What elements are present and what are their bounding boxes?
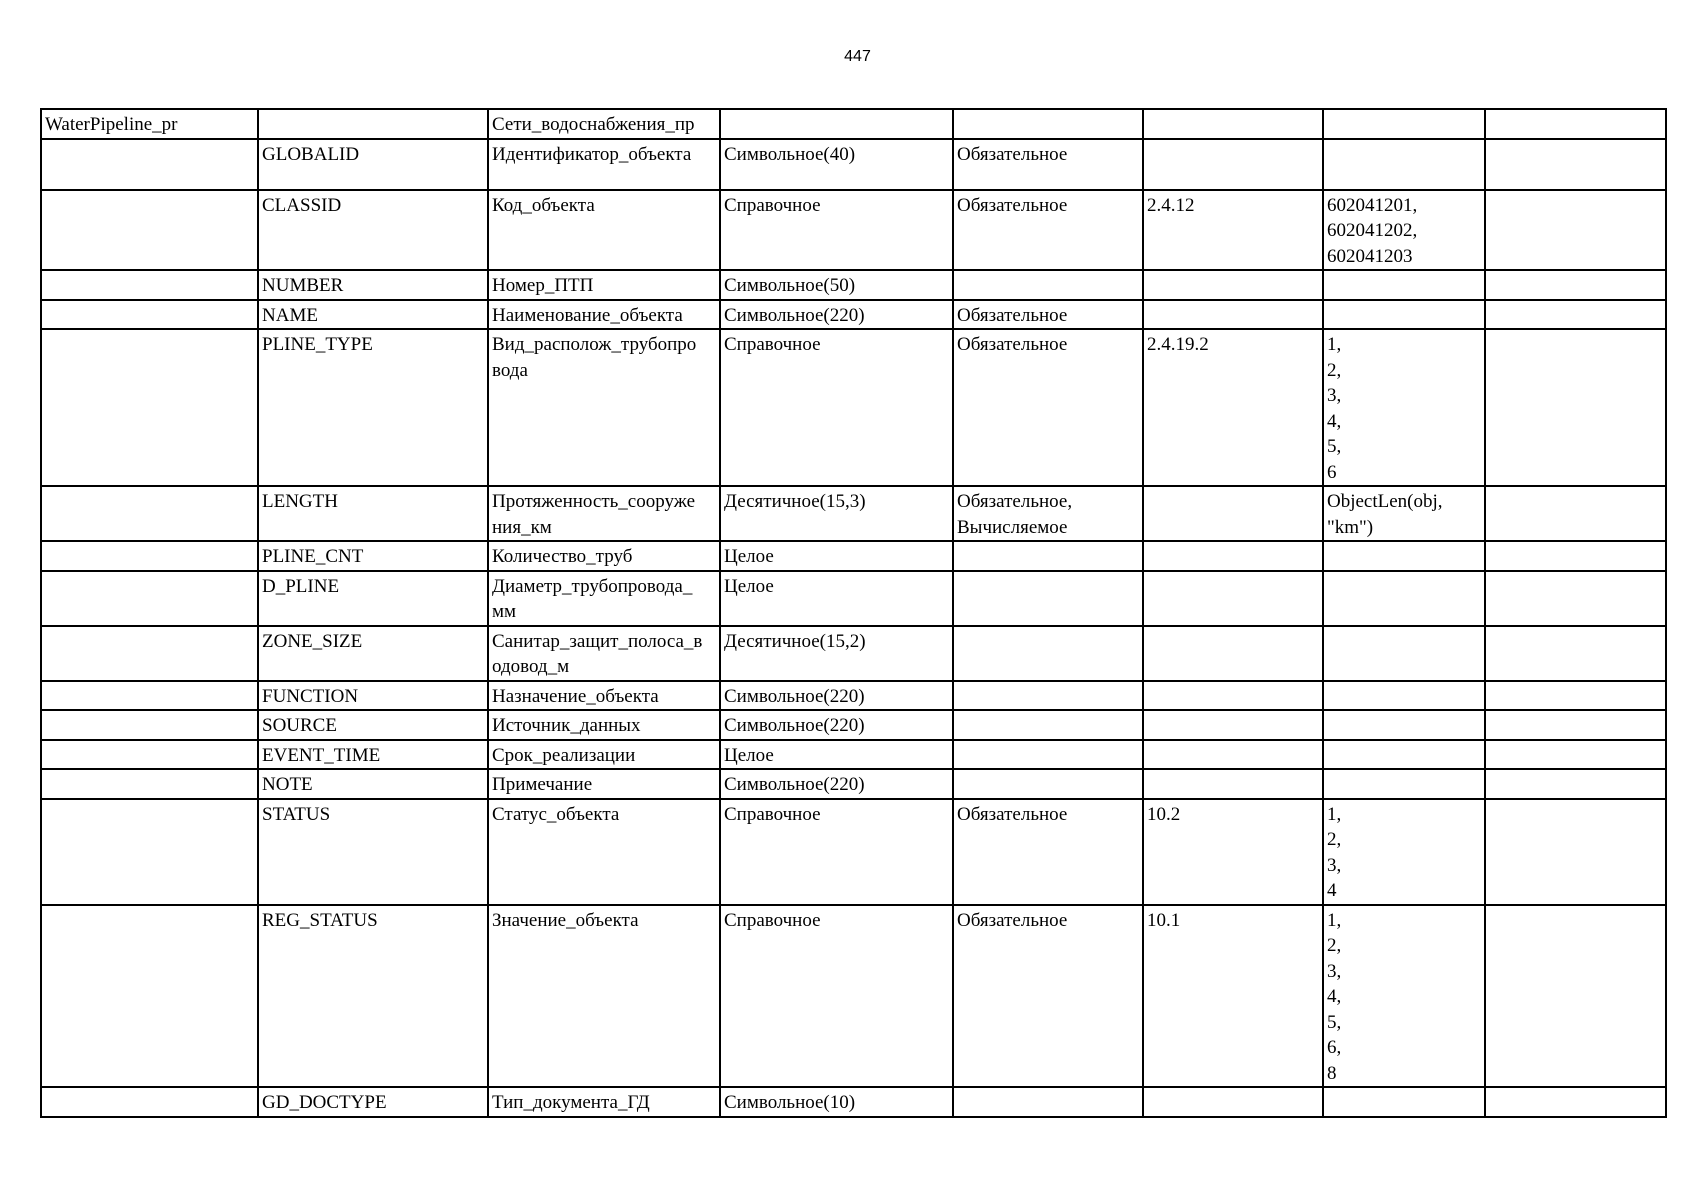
- field-type-cell: Символьное(40): [720, 139, 953, 190]
- field-requirement-cell: Обязательное: [953, 300, 1143, 330]
- field-alias-cell: Статус_объекта: [488, 799, 720, 905]
- table-cell: [1485, 799, 1666, 905]
- field-type-cell: Символьное(220): [720, 300, 953, 330]
- table-cell: [41, 329, 258, 486]
- field-alias-cell: Тип_документа_ГД: [488, 1087, 720, 1117]
- table-cell: [41, 710, 258, 740]
- field-reference-cell: [1143, 710, 1323, 740]
- table-cell: [41, 681, 258, 711]
- table-cell: [41, 300, 258, 330]
- table-row: [41, 541, 1666, 571]
- table-cell: [1485, 571, 1666, 626]
- field-type-cell: Целое: [720, 740, 953, 770]
- table-cell: [41, 769, 258, 799]
- field-reference-cell: [1143, 769, 1323, 799]
- table-cell: [1485, 190, 1666, 271]
- field-reference-cell: [1143, 300, 1323, 330]
- table-cell: [1143, 109, 1323, 139]
- table-row: [41, 740, 1666, 770]
- table-body: [41, 109, 1666, 1117]
- table-cell: [41, 1087, 258, 1117]
- field-alias-cell: Наименование_объекта: [488, 300, 720, 330]
- field-type-cell: Десятичное(15,2): [720, 626, 953, 681]
- field-name-cell: REG_STATUS: [258, 905, 488, 1088]
- field-requirement-cell: Обязательное: [953, 329, 1143, 486]
- field-name-cell: SOURCE: [258, 710, 488, 740]
- field-requirement-cell: Обязательное: [953, 139, 1143, 190]
- field-type-cell: Целое: [720, 541, 953, 571]
- field-reference-cell: [1143, 1087, 1323, 1117]
- field-type-cell: Десятичное(15,3): [720, 486, 953, 541]
- field-type-cell: Справочное: [720, 905, 953, 1088]
- field-values-cell: 1, 2, 3, 4: [1323, 799, 1485, 905]
- field-values-cell: [1323, 541, 1485, 571]
- field-alias-cell: Количество_труб: [488, 541, 720, 571]
- table-cell: [1485, 486, 1666, 541]
- field-requirement-cell: [953, 1087, 1143, 1117]
- field-reference-cell: [1143, 139, 1323, 190]
- field-alias-cell: Диаметр_трубопровода_ мм: [488, 571, 720, 626]
- field-reference-cell: [1143, 681, 1323, 711]
- field-values-cell: [1323, 139, 1485, 190]
- field-reference-cell: [1143, 626, 1323, 681]
- field-alias-cell: Срок_реализации: [488, 740, 720, 770]
- table-cell: [1485, 329, 1666, 486]
- field-type-cell: Символьное(220): [720, 681, 953, 711]
- field-alias-cell: Код_объекта: [488, 190, 720, 271]
- field-reference-cell: 2.4.12: [1143, 190, 1323, 271]
- table-cell: [1485, 769, 1666, 799]
- table-row: [41, 329, 1666, 486]
- table-cell: [1485, 905, 1666, 1088]
- table-row: [41, 710, 1666, 740]
- field-reference-cell: [1143, 486, 1323, 541]
- field-name-cell: FUNCTION: [258, 681, 488, 711]
- field-name-cell: PLINE_TYPE: [258, 329, 488, 486]
- field-values-cell: ObjectLen(obj, "km"): [1323, 486, 1485, 541]
- field-type-cell: Символьное(220): [720, 769, 953, 799]
- table-cell: [1485, 109, 1666, 139]
- field-values-cell: 602041201, 602041202, 602041203: [1323, 190, 1485, 271]
- field-values-cell: [1323, 740, 1485, 770]
- field-name-cell: NUMBER: [258, 270, 488, 300]
- field-requirement-cell: Обязательное, Вычисляемое: [953, 486, 1143, 541]
- table-cell: [41, 270, 258, 300]
- field-values-cell: [1323, 1087, 1485, 1117]
- table-cell: [41, 571, 258, 626]
- field-requirement-cell: Обязательное: [953, 905, 1143, 1088]
- field-values-cell: [1323, 681, 1485, 711]
- field-type-cell: Символьное(10): [720, 1087, 953, 1117]
- field-reference-cell: [1143, 571, 1323, 626]
- field-requirement-cell: [953, 270, 1143, 300]
- field-alias-cell: Протяженность_сооруже ния_км: [488, 486, 720, 541]
- table-cell: [1485, 541, 1666, 571]
- table-cell: [41, 190, 258, 271]
- field-requirement-cell: [953, 710, 1143, 740]
- table-cell: [953, 109, 1143, 139]
- field-reference-cell: [1143, 740, 1323, 770]
- field-alias-cell: Источник_данных: [488, 710, 720, 740]
- table-row: [41, 799, 1666, 905]
- field-name-cell: PLINE_CNT: [258, 541, 488, 571]
- field-alias-cell: Примечание: [488, 769, 720, 799]
- table-cell: [1485, 139, 1666, 190]
- field-alias-cell: Номер_ПТП: [488, 270, 720, 300]
- field-reference-cell: 10.2: [1143, 799, 1323, 905]
- field-alias-cell: Назначение_объекта: [488, 681, 720, 711]
- field-values-cell: [1323, 300, 1485, 330]
- field-alias-cell: Вид_располож_трубопро вода: [488, 329, 720, 486]
- field-type-cell: Справочное: [720, 799, 953, 905]
- field-values-cell: [1323, 571, 1485, 626]
- layer-title-cell: Сети_водоснабжения_пр: [488, 109, 720, 139]
- table-cell: [1485, 626, 1666, 681]
- field-type-cell: Символьное(220): [720, 710, 953, 740]
- field-type-cell: Справочное: [720, 190, 953, 271]
- field-alias-cell: Идентификатор_объекта: [488, 139, 720, 190]
- field-reference-cell: 10.1: [1143, 905, 1323, 1088]
- field-requirement-cell: [953, 740, 1143, 770]
- page-number: 447: [844, 48, 871, 65]
- table-cell: [1485, 300, 1666, 330]
- field-alias-cell: Санитар_защит_полоса_в одовод_м: [488, 626, 720, 681]
- field-values-cell: [1323, 710, 1485, 740]
- field-reference-cell: [1143, 270, 1323, 300]
- field-name-cell: STATUS: [258, 799, 488, 905]
- field-name-cell: LENGTH: [258, 486, 488, 541]
- table-row: [41, 139, 1666, 190]
- table-cell: [41, 486, 258, 541]
- field-requirement-cell: [953, 626, 1143, 681]
- table-cell: [41, 626, 258, 681]
- table-header-row: [41, 109, 1666, 139]
- table-cell: [1485, 681, 1666, 711]
- field-values-cell: [1323, 270, 1485, 300]
- table-row: [41, 626, 1666, 681]
- field-type-cell: Справочное: [720, 329, 953, 486]
- field-reference-cell: [1143, 541, 1323, 571]
- table-row: [41, 905, 1666, 1088]
- table-row: [41, 769, 1666, 799]
- field-requirement-cell: [953, 571, 1143, 626]
- table-cell: [720, 109, 953, 139]
- table-cell: [1485, 270, 1666, 300]
- table-row: [41, 1087, 1666, 1117]
- field-name-cell: EVENT_TIME: [258, 740, 488, 770]
- table-cell: [1323, 109, 1485, 139]
- table-cell: [41, 139, 258, 190]
- field-name-cell: D_PLINE: [258, 571, 488, 626]
- table-cell: [41, 541, 258, 571]
- table-cell: [41, 905, 258, 1088]
- field-name-cell: ZONE_SIZE: [258, 626, 488, 681]
- field-name-cell: NOTE: [258, 769, 488, 799]
- table-row: [41, 300, 1666, 330]
- field-values-cell: [1323, 769, 1485, 799]
- table-cell: [41, 799, 258, 905]
- field-requirement-cell: [953, 541, 1143, 571]
- field-name-cell: GD_DOCTYPE: [258, 1087, 488, 1117]
- table-cell: [41, 740, 258, 770]
- field-reference-cell: 2.4.19.2: [1143, 329, 1323, 486]
- table-cell: [1485, 710, 1666, 740]
- field-name-cell: CLASSID: [258, 190, 488, 271]
- field-requirement-cell: Обязательное: [953, 190, 1143, 271]
- table-row: [41, 190, 1666, 271]
- table-cell: [1485, 740, 1666, 770]
- field-name-cell: GLOBALID: [258, 139, 488, 190]
- field-requirement-cell: Обязательное: [953, 799, 1143, 905]
- field-name-cell: NAME: [258, 300, 488, 330]
- field-alias-cell: Значение_объекта: [488, 905, 720, 1088]
- field-values-cell: 1, 2, 3, 4, 5, 6, 8: [1323, 905, 1485, 1088]
- table-cell: [258, 109, 488, 139]
- field-values-cell: 1, 2, 3, 4, 5, 6: [1323, 329, 1485, 486]
- table-row: [41, 571, 1666, 626]
- field-type-cell: Символьное(50): [720, 270, 953, 300]
- layer-name-cell: WaterPipeline_pr: [41, 109, 258, 139]
- table-row: [41, 681, 1666, 711]
- field-requirement-cell: [953, 769, 1143, 799]
- table-row: [41, 270, 1666, 300]
- field-values-cell: [1323, 626, 1485, 681]
- attribute-table: [40, 108, 1667, 1118]
- field-requirement-cell: [953, 681, 1143, 711]
- table-cell: [1485, 1087, 1666, 1117]
- table-row: [41, 486, 1666, 541]
- field-type-cell: Целое: [720, 571, 953, 626]
